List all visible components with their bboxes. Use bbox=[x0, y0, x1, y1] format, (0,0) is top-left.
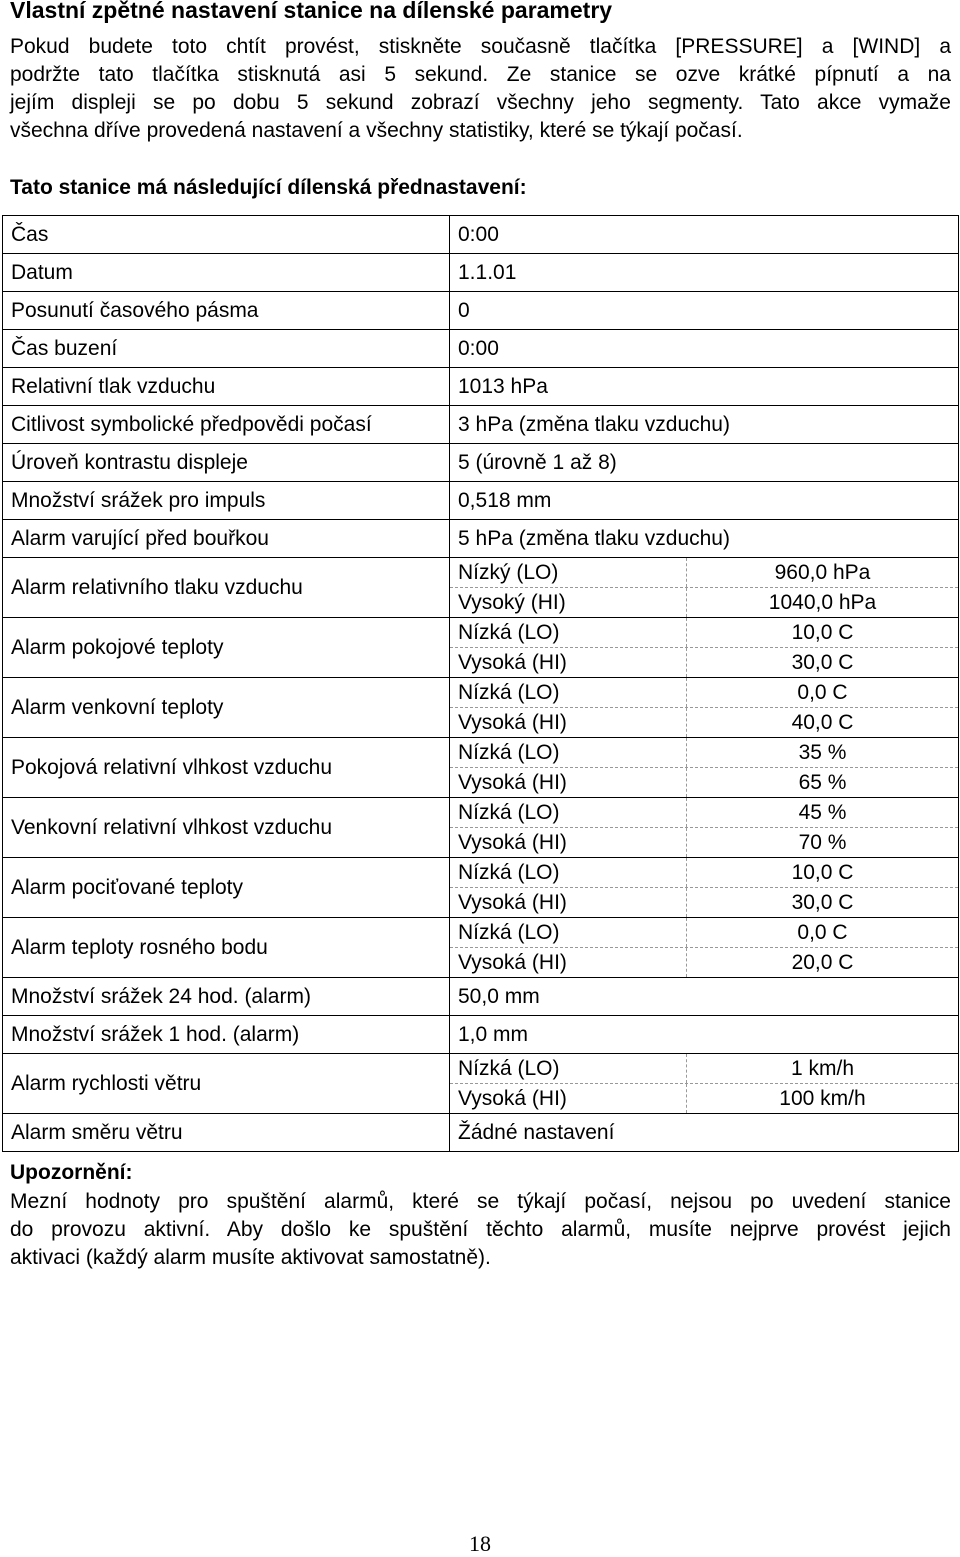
high-limit-label: Vysoká (HI) bbox=[450, 648, 687, 677]
setting-value: Žádné nastavení bbox=[450, 1114, 959, 1152]
high-limit-value: 100 km/h bbox=[779, 1087, 866, 1110]
setting-label: Množství srážek 24 hod. (alarm) bbox=[3, 978, 450, 1016]
low-limit-value: 1 km/h bbox=[790, 1057, 855, 1080]
table-row bbox=[3, 1016, 959, 1054]
alarm-limits bbox=[450, 798, 959, 858]
setting-label: Venkovní relativní vlhkost vzduchu bbox=[3, 798, 450, 858]
table-row bbox=[3, 978, 959, 1016]
setting-label: Alarm pociťované teploty bbox=[3, 858, 450, 918]
low-limit-value: 10,0 C bbox=[791, 621, 854, 644]
low-limit-label: Nízká (LO) bbox=[450, 858, 687, 887]
low-limit-label: Nízká (LO) bbox=[450, 1054, 687, 1083]
table-row bbox=[3, 798, 959, 858]
table-row bbox=[3, 330, 959, 368]
high-limit-value: 40,0 C bbox=[791, 711, 854, 734]
table-row bbox=[3, 1054, 959, 1114]
setting-label: Pokojová relativní vlhkost vzduchu bbox=[3, 738, 450, 798]
setting-value: 1.1.01 bbox=[450, 254, 959, 292]
alarm-limits bbox=[450, 558, 959, 618]
setting-label: Alarm teploty rosného bodu bbox=[3, 918, 450, 978]
low-limit-row bbox=[450, 1054, 958, 1083]
low-limit-label: Nízká (LO) bbox=[450, 678, 687, 707]
setting-label: Posunutí časového pásma bbox=[3, 292, 450, 330]
setting-label: Alarm pokojové teploty bbox=[3, 618, 450, 678]
table-row bbox=[3, 444, 959, 482]
setting-label: Alarm rychlosti větru bbox=[3, 1054, 450, 1114]
setting-label: Alarm varující před bouřkou bbox=[3, 520, 450, 558]
high-limit-value: 1040,0 hPa bbox=[768, 591, 877, 614]
alarm-limits bbox=[450, 1054, 959, 1114]
warning-line: do provozu aktivní. Aby došlo ke spuštění těchto alarmů, musíte nejprve provést jejich bbox=[10, 1218, 951, 1241]
table-row bbox=[3, 618, 959, 678]
high-limit-value: 30,0 C bbox=[791, 651, 854, 674]
low-limit-label: Nízká (LO) bbox=[450, 918, 687, 947]
alarm-limits bbox=[450, 618, 959, 678]
warning-line: aktivaci (každý alarm musíte aktivovat samostatně). bbox=[10, 1246, 491, 1269]
warning-paragraph bbox=[10, 1188, 951, 1272]
setting-label: Alarm směru větru bbox=[3, 1114, 450, 1152]
setting-value: 0:00 bbox=[450, 330, 959, 368]
setting-value: 3 hPa (změna tlaku vzduchu) bbox=[450, 406, 959, 444]
intro-line: Pokud budete toto chtít provést, stiskněte současně tlačítka [PRESSURE] a [WIND] a bbox=[10, 35, 951, 58]
table-row bbox=[3, 482, 959, 520]
table-row bbox=[3, 216, 959, 254]
high-limit-label: Vysoká (HI) bbox=[450, 948, 687, 977]
setting-value: 1,0 mm bbox=[450, 1016, 959, 1054]
low-limit-row bbox=[450, 678, 958, 707]
intro-line: všechna dříve provedená nastavení a všechny statistiky, které se týkají počasí. bbox=[10, 119, 743, 142]
intro-line: jejím displeji se po dobu 5 sekund zobrazí všechny jeho segmenty. Tato akce vymaže bbox=[10, 91, 951, 114]
setting-value: 0:00 bbox=[450, 216, 959, 254]
setting-value: 5 (úrovně 1 až 8) bbox=[450, 444, 959, 482]
low-limit-value: 45 % bbox=[798, 801, 847, 824]
section-heading: Tato stanice má následující dílenská přednastavení: bbox=[10, 176, 527, 199]
warning-line: Mezní hodnoty pro spuštění alarmů, které se týkají počasí, nejsou po uvedení stanice bbox=[10, 1190, 951, 1213]
table-row bbox=[3, 738, 959, 798]
setting-label: Čas buzení bbox=[3, 330, 450, 368]
low-limit-row bbox=[450, 618, 958, 647]
alarm-limits bbox=[450, 918, 959, 978]
setting-label: Relativní tlak vzduchu bbox=[3, 368, 450, 406]
low-limit-value: 35 % bbox=[798, 741, 847, 764]
high-limit-value: 20,0 C bbox=[791, 951, 854, 974]
high-limit-value: 30,0 C bbox=[791, 891, 854, 914]
low-limit-value: 0,0 C bbox=[797, 921, 848, 944]
low-limit-value: 10,0 C bbox=[791, 861, 854, 884]
table-row bbox=[3, 918, 959, 978]
factory-settings-table bbox=[2, 215, 959, 1152]
warning-heading: Upozornění: bbox=[10, 1161, 133, 1184]
high-limit-row bbox=[450, 947, 958, 977]
high-limit-label: Vysoký (HI) bbox=[450, 588, 687, 617]
high-limit-row bbox=[450, 887, 958, 917]
setting-value: 1013 hPa bbox=[450, 368, 959, 406]
high-limit-row bbox=[450, 1083, 958, 1113]
high-limit-label: Vysoká (HI) bbox=[450, 1084, 687, 1113]
setting-value: 50,0 mm bbox=[450, 978, 959, 1016]
high-limit-row bbox=[450, 767, 958, 797]
low-limit-row bbox=[450, 558, 958, 587]
high-limit-row bbox=[450, 707, 958, 737]
high-limit-label: Vysoká (HI) bbox=[450, 768, 687, 797]
high-limit-label: Vysoká (HI) bbox=[450, 888, 687, 917]
table-row bbox=[3, 292, 959, 330]
low-limit-value: 960,0 hPa bbox=[774, 561, 871, 584]
setting-label: Množství srážek 1 hod. (alarm) bbox=[3, 1016, 450, 1054]
setting-value: 0,518 mm bbox=[450, 482, 959, 520]
intro-line: podržte tato tlačítka stisknutá asi 5 sekund. Ze stanice se ozve krátké pípnutí a na bbox=[10, 63, 951, 86]
low-limit-label: Nízká (LO) bbox=[450, 738, 687, 767]
table-row bbox=[3, 520, 959, 558]
table-row bbox=[3, 858, 959, 918]
setting-label: Úroveň kontrastu displeje bbox=[3, 444, 450, 482]
low-limit-row bbox=[450, 798, 958, 827]
low-limit-row bbox=[450, 918, 958, 947]
low-limit-label: Nízká (LO) bbox=[450, 618, 687, 647]
setting-label: Datum bbox=[3, 254, 450, 292]
table-row bbox=[3, 254, 959, 292]
alarm-limits bbox=[450, 678, 959, 738]
table-row bbox=[3, 368, 959, 406]
high-limit-label: Vysoká (HI) bbox=[450, 828, 687, 857]
high-limit-value: 70 % bbox=[798, 831, 847, 854]
page-number: 18 bbox=[469, 1531, 491, 1556]
low-limit-row bbox=[450, 858, 958, 887]
low-limit-label: Nízký (LO) bbox=[450, 558, 687, 587]
high-limit-row bbox=[450, 587, 958, 617]
setting-value: 0 bbox=[450, 292, 959, 330]
high-limit-row bbox=[450, 647, 958, 677]
low-limit-value: 0,0 C bbox=[797, 681, 848, 704]
page-title: Vlastní zpětné nastavení stanice na dílenské parametry bbox=[10, 0, 613, 23]
low-limit-label: Nízká (LO) bbox=[450, 798, 687, 827]
setting-label: Alarm relativního tlaku vzduchu bbox=[3, 558, 450, 618]
high-limit-label: Vysoká (HI) bbox=[450, 708, 687, 737]
table-row bbox=[3, 1114, 959, 1152]
setting-label: Čas bbox=[3, 216, 450, 254]
table-row bbox=[3, 678, 959, 738]
setting-label: Množství srážek pro impuls bbox=[3, 482, 450, 520]
high-limit-value: 65 % bbox=[798, 771, 847, 794]
setting-label: Citlivost symbolické předpovědi počasí bbox=[3, 406, 450, 444]
low-limit-row bbox=[450, 738, 958, 767]
intro-paragraph bbox=[10, 33, 951, 145]
table-row bbox=[3, 558, 959, 618]
alarm-limits bbox=[450, 738, 959, 798]
setting-value: 5 hPa (změna tlaku vzduchu) bbox=[450, 520, 959, 558]
setting-label: Alarm venkovní teploty bbox=[3, 678, 450, 738]
high-limit-row bbox=[450, 827, 958, 857]
table-row bbox=[3, 406, 959, 444]
alarm-limits bbox=[450, 858, 959, 918]
